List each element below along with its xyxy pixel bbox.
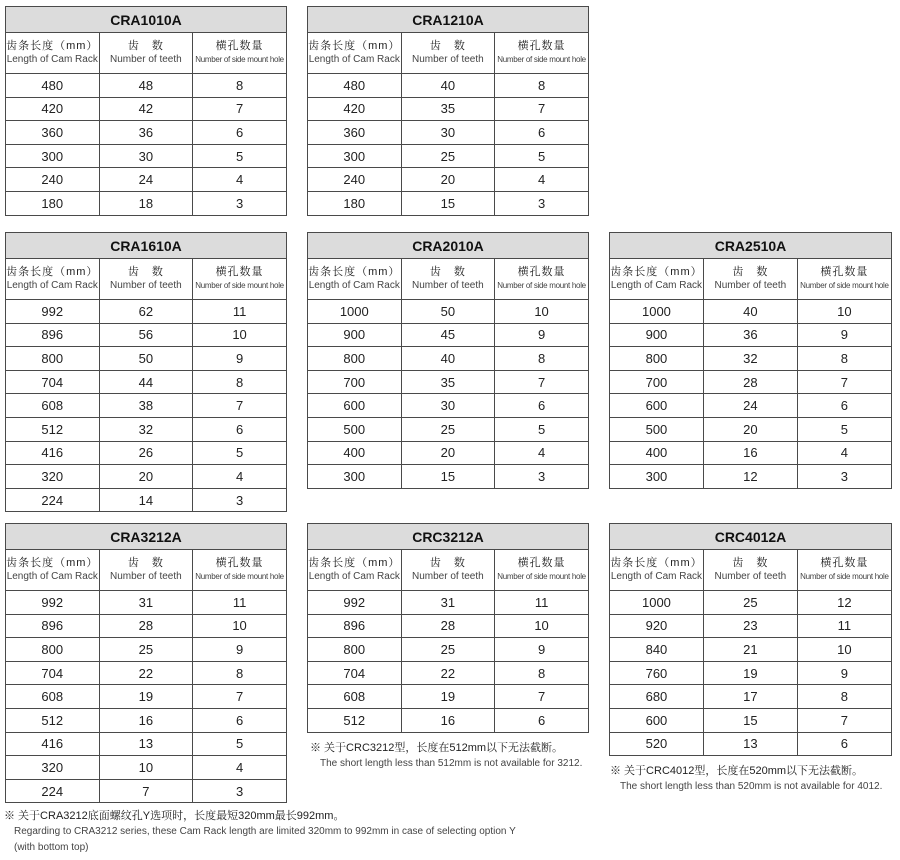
cell-teeth: 16 [401,708,495,732]
header-holes: 横孔数量 Number of side mount hole [193,259,287,300]
cell-holes: 4 [193,465,287,489]
cell-holes: 5 [797,417,891,441]
table-row [610,732,892,756]
table-row [308,144,589,168]
cell-holes: 9 [495,638,589,662]
cell-holes: 8 [495,661,589,685]
table-title: CRA2510A [610,233,892,259]
cell-teeth: 38 [99,394,193,418]
cell-holes: 8 [495,347,589,371]
cell-teeth: 28 [703,370,797,394]
cell-holes: 12 [797,591,891,615]
table-title: CRA1210A [308,7,589,33]
cell-length: 320 [6,756,100,780]
table-cra1010a [5,6,287,216]
cell-teeth: 30 [401,394,495,418]
cell-length: 224 [6,779,100,803]
cell-length: 240 [308,168,402,192]
cell-length: 680 [610,685,704,709]
table-row [308,191,589,215]
cell-length: 608 [308,685,402,709]
header-holes: 横孔数量 Number of side mount hole [495,259,589,300]
cell-holes: 6 [193,417,287,441]
cell-teeth: 15 [401,191,495,215]
cell-teeth: 30 [99,144,193,168]
cell-length: 700 [610,370,704,394]
cell-holes: 6 [797,732,891,756]
cell-holes: 3 [495,191,589,215]
table-row [6,661,287,685]
cell-holes: 6 [495,394,589,418]
table-title: CRA2010A [308,233,589,259]
cell-length: 180 [308,191,402,215]
table-row [6,638,287,662]
cell-holes: 8 [193,74,287,98]
header-length: 齿条长度（mm） Length of Cam Rack [6,550,100,591]
cell-length: 704 [6,661,100,685]
header-holes: 横孔数量 Number of side mount hole [797,259,891,300]
cell-holes: 8 [495,74,589,98]
cell-holes: 4 [193,168,287,192]
cell-length: 800 [6,638,100,662]
cell-holes: 9 [797,323,891,347]
table-row [610,300,892,324]
note-cra3212 [4,808,564,856]
cell-length: 512 [6,708,100,732]
cell-holes: 10 [193,323,287,347]
cell-teeth: 56 [99,323,193,347]
header-teeth: 齿 数 Number of teeth [99,550,193,591]
cell-length: 360 [308,121,402,145]
cell-holes: 8 [193,370,287,394]
cell-holes: 9 [797,661,891,685]
header-length: 齿条长度（mm） Length of Cam Rack [308,259,402,300]
cell-length: 900 [610,323,704,347]
cell-teeth: 40 [401,347,495,371]
table-row [610,638,892,662]
table-row [308,661,589,685]
cell-length: 800 [308,638,402,662]
note-crc3212-en: The short length less than 512mm is not available for 3212. [320,758,583,769]
cell-teeth: 19 [401,685,495,709]
cell-length: 600 [610,708,704,732]
cell-holes: 3 [193,488,287,512]
cell-teeth: 36 [99,121,193,145]
table-row [610,370,892,394]
table-row [6,97,287,121]
cell-teeth: 44 [99,370,193,394]
table-row [6,708,287,732]
cell-teeth: 19 [703,661,797,685]
cell-holes: 9 [193,347,287,371]
header-teeth: 齿 数 Number of teeth [401,259,495,300]
table-row [308,323,589,347]
header-teeth: 齿 数 Number of teeth [703,259,797,300]
cell-holes: 8 [797,347,891,371]
cell-length: 896 [6,323,100,347]
header-length: 齿条长度（mm） Length of Cam Rack [308,33,402,74]
cell-teeth: 7 [99,779,193,803]
cell-teeth: 26 [99,441,193,465]
table-row [610,465,892,489]
table-cra2510a [609,232,892,489]
cell-holes: 6 [193,121,287,145]
cell-length: 760 [610,661,704,685]
cell-length: 320 [6,465,100,489]
cell-teeth: 62 [99,300,193,324]
cell-holes: 7 [495,370,589,394]
cell-length: 224 [6,488,100,512]
table-row [6,370,287,394]
cell-holes: 6 [495,708,589,732]
cell-teeth: 10 [99,756,193,780]
cell-teeth: 22 [99,661,193,685]
cell-teeth: 31 [401,591,495,615]
table-row [6,394,287,418]
cell-length: 480 [308,74,402,98]
table-row [610,591,892,615]
cell-teeth: 48 [99,74,193,98]
cell-holes: 4 [495,441,589,465]
table-title: CRC3212A [308,524,589,550]
cell-length: 400 [308,441,402,465]
cell-teeth: 35 [401,97,495,121]
cell-length: 992 [308,591,402,615]
cell-teeth: 24 [99,168,193,192]
table-row [308,97,589,121]
cell-teeth: 19 [99,685,193,709]
cell-teeth: 18 [99,191,193,215]
table-row [6,191,287,215]
cell-length: 1000 [610,591,704,615]
table-cra3212a [5,523,287,803]
cell-teeth: 28 [401,614,495,638]
cell-length: 700 [308,370,402,394]
cell-teeth: 25 [99,638,193,662]
table-row [308,708,589,732]
table-row [6,756,287,780]
cell-length: 512 [308,708,402,732]
cell-holes: 8 [797,685,891,709]
cell-teeth: 30 [401,121,495,145]
header-length: 齿条长度（mm） Length of Cam Rack [308,550,402,591]
table-row [6,144,287,168]
cell-teeth: 12 [703,465,797,489]
table-row [6,441,287,465]
table-crc3212a [307,523,589,733]
header-length: 齿条长度（mm） Length of Cam Rack [6,259,100,300]
cell-teeth: 32 [703,347,797,371]
table-row [308,614,589,638]
cell-teeth: 15 [401,465,495,489]
table-row [610,685,892,709]
table-row [6,488,287,512]
cell-holes: 9 [495,323,589,347]
cell-teeth: 20 [99,465,193,489]
table-row [610,708,892,732]
cell-length: 608 [6,685,100,709]
note-crc3212-zh: ※ 关于CRC3212型，长度在512mm以下无法截断。 [310,742,564,754]
table-cra2010a [307,232,589,489]
header-holes: 横孔数量 Number of side mount hole [193,33,287,74]
table-row [610,661,892,685]
cell-length: 992 [6,591,100,615]
header-holes: 横孔数量 Number of side mount hole [495,550,589,591]
header-holes: 横孔数量 Number of side mount hole [797,550,891,591]
header-length: 齿条长度（mm） Length of Cam Rack [610,259,704,300]
cell-length: 480 [6,74,100,98]
table-row [308,74,589,98]
table-row [308,591,589,615]
header-teeth: 齿 数 Number of teeth [99,33,193,74]
cell-length: 800 [610,347,704,371]
cell-length: 704 [308,661,402,685]
cell-teeth: 36 [703,323,797,347]
table-row [308,394,589,418]
cell-length: 920 [610,614,704,638]
table-row [6,323,287,347]
cell-length: 416 [6,732,100,756]
table-row [6,300,287,324]
cell-teeth: 25 [401,638,495,662]
header-holes: 横孔数量 Number of side mount hole [495,33,589,74]
cell-length: 420 [6,97,100,121]
cell-holes: 3 [495,465,589,489]
table-row [308,417,589,441]
cell-holes: 7 [797,708,891,732]
table-row [6,732,287,756]
cell-holes: 5 [193,144,287,168]
table-row [308,300,589,324]
table-row [308,121,589,145]
header-length: 齿条长度（mm） Length of Cam Rack [6,33,100,74]
cell-teeth: 21 [703,638,797,662]
note-cra3212-zh: ※ 关于CRA3212底面螺纹孔Y选项时，长度最短320mm最长992mm。 [4,810,345,822]
table-row [6,74,287,98]
table-row [308,638,589,662]
cell-length: 600 [308,394,402,418]
cell-length: 300 [308,465,402,489]
cell-holes: 5 [495,417,589,441]
note-crc4012-en: The short length less than 520mm is not available for 4012. [620,781,883,792]
cell-length: 360 [6,121,100,145]
table-row [6,685,287,709]
cell-teeth: 28 [99,614,193,638]
cell-holes: 3 [797,465,891,489]
cell-teeth: 24 [703,394,797,418]
header-teeth: 齿 数 Number of teeth [99,259,193,300]
cell-teeth: 16 [99,708,193,732]
cell-length: 420 [308,97,402,121]
header-teeth: 齿 数 Number of teeth [703,550,797,591]
header-holes: 横孔数量 Number of side mount hole [193,550,287,591]
cell-teeth: 20 [401,441,495,465]
table-title: CRA1010A [6,7,287,33]
header-length: 齿条长度（mm） Length of Cam Rack [610,550,704,591]
cell-holes: 10 [193,614,287,638]
cell-holes: 5 [193,441,287,465]
cell-teeth: 40 [703,300,797,324]
table-title: CRC4012A [610,524,892,550]
cell-holes: 11 [495,591,589,615]
cell-length: 416 [6,441,100,465]
cell-holes: 9 [193,638,287,662]
table-row [308,347,589,371]
cell-length: 240 [6,168,100,192]
table-row [610,614,892,638]
cell-holes: 7 [193,685,287,709]
cell-holes: 3 [193,191,287,215]
cell-holes: 6 [797,394,891,418]
table-row [6,465,287,489]
table-row [308,370,589,394]
cell-holes: 10 [495,300,589,324]
cell-holes: 7 [193,394,287,418]
cell-length: 896 [6,614,100,638]
table-row [6,168,287,192]
table-title: CRA3212A [6,524,287,550]
cell-holes: 10 [797,300,891,324]
cell-holes: 3 [193,779,287,803]
cell-teeth: 50 [401,300,495,324]
cell-teeth: 25 [401,144,495,168]
cell-length: 180 [6,191,100,215]
cell-holes: 8 [193,661,287,685]
cell-teeth: 31 [99,591,193,615]
note-crc4012 [610,763,898,795]
table-row [6,614,287,638]
cell-teeth: 14 [99,488,193,512]
cell-length: 512 [6,417,100,441]
cell-length: 896 [308,614,402,638]
table-row [6,121,287,145]
table-crc4012a [609,523,892,756]
table-title: CRA1610A [6,233,287,259]
cell-length: 300 [308,144,402,168]
table-cra1210a [307,6,589,216]
note-crc3212 [310,740,595,772]
table-row [6,417,287,441]
cell-teeth: 17 [703,685,797,709]
cell-teeth: 50 [99,347,193,371]
cell-holes: 7 [193,97,287,121]
cell-length: 1000 [308,300,402,324]
table-row [308,685,589,709]
table-row [308,168,589,192]
cell-holes: 4 [193,756,287,780]
cell-holes: 5 [193,732,287,756]
cell-length: 800 [6,347,100,371]
cell-teeth: 25 [401,417,495,441]
cell-teeth: 20 [703,417,797,441]
cell-holes: 11 [797,614,891,638]
cell-teeth: 42 [99,97,193,121]
cell-holes: 7 [797,370,891,394]
cell-length: 500 [610,417,704,441]
table-row [308,465,589,489]
note-crc4012-zh: ※ 关于CRC4012型，长度在520mm以下无法截断。 [610,765,864,777]
cell-teeth: 20 [401,168,495,192]
cell-holes: 6 [495,121,589,145]
note-cra3212-en-2: (with bottom top) [14,842,89,853]
table-cra1610a [5,232,287,512]
cell-length: 500 [308,417,402,441]
cell-teeth: 13 [99,732,193,756]
cell-length: 600 [610,394,704,418]
cell-teeth: 23 [703,614,797,638]
cell-length: 300 [6,144,100,168]
cell-teeth: 22 [401,661,495,685]
cell-holes: 7 [495,685,589,709]
cell-length: 900 [308,323,402,347]
cell-holes: 6 [193,708,287,732]
table-row [6,591,287,615]
table-row [610,441,892,465]
header-teeth: 齿 数 Number of teeth [401,550,495,591]
cell-length: 992 [6,300,100,324]
table-row [610,417,892,441]
cell-length: 800 [308,347,402,371]
cell-holes: 4 [495,168,589,192]
table-row [610,347,892,371]
note-cra3212-en-1: Regarding to CRA3212 series, these Cam Rack length are limited 320mm to 992mm in case of selecting option Y [14,826,516,837]
cell-holes: 11 [193,591,287,615]
cell-holes: 10 [797,638,891,662]
cell-holes: 7 [495,97,589,121]
table-row [610,323,892,347]
cell-teeth: 32 [99,417,193,441]
cell-length: 1000 [610,300,704,324]
cell-teeth: 35 [401,370,495,394]
cell-holes: 5 [495,144,589,168]
cell-length: 608 [6,394,100,418]
cell-teeth: 15 [703,708,797,732]
table-row [610,394,892,418]
table-row [6,347,287,371]
header-teeth: 齿 数 Number of teeth [401,33,495,74]
cell-length: 840 [610,638,704,662]
cell-holes: 10 [495,614,589,638]
cell-teeth: 16 [703,441,797,465]
cell-teeth: 40 [401,74,495,98]
cell-teeth: 25 [703,591,797,615]
cell-length: 520 [610,732,704,756]
cell-length: 300 [610,465,704,489]
cell-teeth: 13 [703,732,797,756]
table-row [6,779,287,803]
cell-length: 400 [610,441,704,465]
cell-teeth: 45 [401,323,495,347]
cell-holes: 4 [797,441,891,465]
table-row [308,441,589,465]
cell-length: 704 [6,370,100,394]
cell-holes: 11 [193,300,287,324]
